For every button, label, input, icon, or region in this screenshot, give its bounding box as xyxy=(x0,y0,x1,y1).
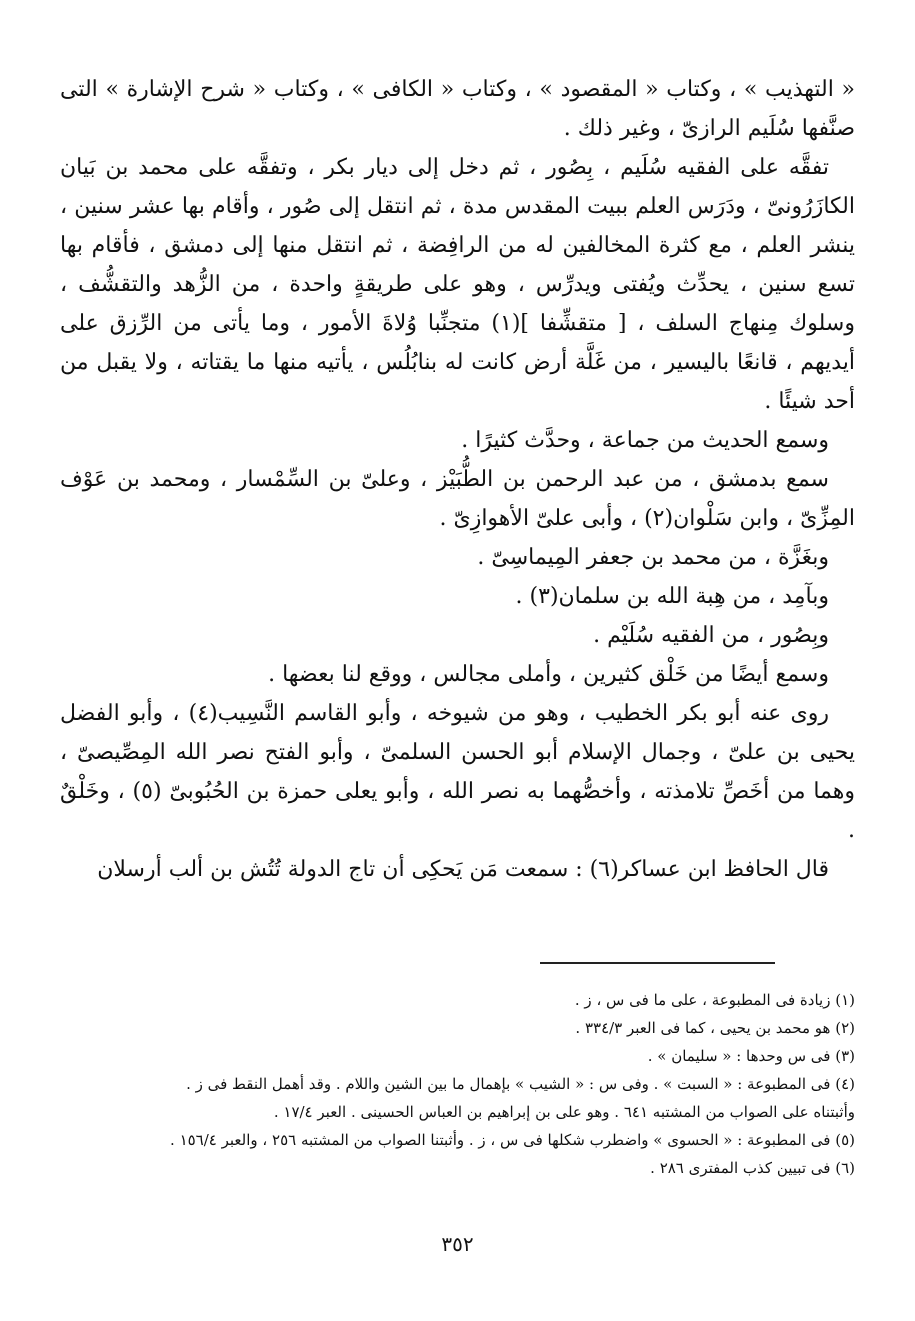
paragraph-10: قال الحافظ ابن عساكر(٦) : سمعت مَن يَحكِى أن تاج الدولة تُتُش بن ألب أرسلان xyxy=(97,857,829,882)
paragraph-6: وبآمِد ، من هِبة الله بن سلمان(٣) . xyxy=(515,584,829,609)
footnote-1: (١) زيادة فى المطبوعة ، على ما فى س ، ز . xyxy=(574,991,855,1009)
paragraph-4: سمع بدمشق ، من عبد الرحمن بن الطُّبَيْز ، وعلىّ بن السِّمْسار ، ومحمد بن عَوْف المِزِّىّ ، وابن سَلْوان(٢) ، وأبى علىّ الأهوازِىّ . xyxy=(60,467,855,531)
paragraph-2: تفقَّه على الفقيه سُلَيم ، بِصُور ، ثم دخل إلى ديار بكر ، وتفقَّه على محمد بن بَيان الكازَرُونىّ ، ودَرَس العلم ببيت المقدس مدة ، ثم انتقل إلى صُور ، وأقام بها عشر سنين ، ينشر العلم ، مع كثرة المخالفين له من الرافِضة ، ثم انتقل منها إلى دمشق ، فأقام بها تسع سنين ، يحدِّث ويُفتى ويدرِّس ، وهو على طريقةٍ واحدة ، من الزُّهد والتقشُّف ، وسلوك مِنهاج السلف ، [ متقشِّفا ](١) متجنِّبا وُلاةَ الأمور ، وما يأتى من الرِّزق على أيديهم ، قانعًا باليسير ، من غَلَّة أرض كانت له بنابُلُس ، يأتيه منها ما يقتاته ، ولا يقبل من أحد شيئًا . xyxy=(60,155,855,414)
paragraph-5: وبغَزَّة ، من محمد بن جعفر المِيماسِىّ . xyxy=(477,545,829,570)
paragraph-7: وبِصُور ، من الفقيه سُلَيْم . xyxy=(593,623,829,648)
footnote-5: (٥) فى المطبوعة : « الحسوى » واضطرب شكلها فى س ، ز . وأثبتنا الصواب من المشتبه ٢٥٦ ، والعبر ١٥٦/٤ . xyxy=(170,1131,855,1149)
footnotes xyxy=(60,986,855,1182)
paragraph-8: وسمع أيضًا من خَلْق كثيرين ، وأملى مجالس ، ووقع لنا بعضها . xyxy=(268,662,829,687)
paragraph-9: روى عنه أبو بكر الخطيب ، وهو من شيوخه ، وأبو القاسم النَّسِيب(٤) ، وأبو الفضل يحيى بن علىّ ، وجمال الإسلام أبو الحسن السلمىّ ، وأبو الفتح نصر الله المِصِّيصىّ ، وهما من أخَصِّ تلامذته ، وأخصُّهما به نصر الله ، وأبو يعلى حمزة بن الحُبُوبىّ (٥) ، وخَلْقٌ . xyxy=(60,701,856,843)
main-text xyxy=(60,70,855,889)
footnote-separator xyxy=(540,962,775,964)
footnote-4-continued: وأثبتناه على الصواب من المشتبه ٦٤١ . وهو على بن إبراهيم بن العباس الحسينى . العبر ١٧/٤ . xyxy=(273,1103,855,1121)
footnote-4: (٤) فى المطبوعة : « السبت » . وفى س : « الشيب » بإهمال ما بين الشين واللام . وقد أهمل النقط فى ز . xyxy=(186,1075,855,1093)
page-number: ٣٥٢ xyxy=(441,1232,474,1256)
footnote-6: (٦) فى تبيين كذب المفترى ٢٨٦ . xyxy=(650,1159,855,1177)
footnote-2: (٢) هو محمد بن يحيى ، كما فى العبر ٣٣٤/٣ . xyxy=(575,1019,855,1037)
paragraph-3: وسمع الحديث من جماعة ، وحدَّث كثيرًا . xyxy=(461,428,829,453)
footnote-3: (٣) فى س وحدها : « سليمان » . xyxy=(647,1047,855,1065)
paragraph-1: « التهذيب » ، وكتاب « المقصود » ، وكتاب « الكافى » ، وكتاب « شرح الإشارة » التى صنَّفها سُلَيم الرازىّ ، وغير ذلك . xyxy=(60,77,855,141)
